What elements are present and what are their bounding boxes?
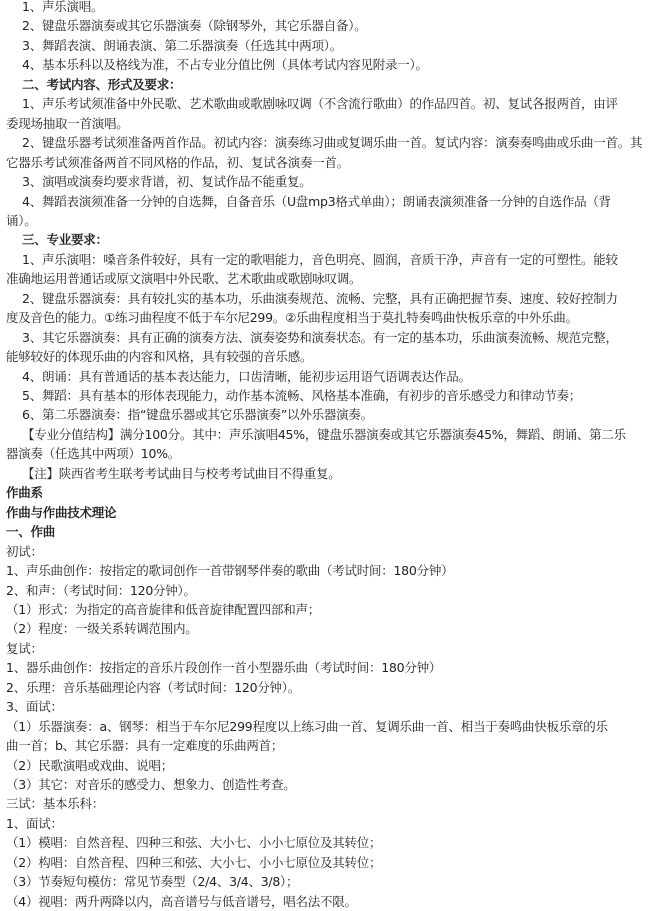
text-line: 委现场抽取一首演唱。	[6, 115, 129, 131]
department-title: 作曲系	[6, 485, 43, 501]
text-line: 它器乐考试须准备两首不同风格的作品，初、复试各演奏一首。	[6, 154, 350, 170]
text-line: 1、声乐曲创作：按指定的歌词创作一首带钢琴伴奏的歌曲（考试时间：180分钟）	[6, 563, 454, 579]
section-heading: 二、考试内容、形式及要求：	[22, 76, 182, 92]
text-line: 1、声乐考试须准备中外民歌、艺术歌曲或歌剧咏叹调（不含流行歌曲）的作品四首。初、复试各报两首，由评	[22, 96, 618, 112]
text-line: （3）节奏短句模仿：常见节奏型（2/4、3/4、3/8）；	[6, 874, 299, 890]
text-line: 2、乐理：音乐基础理论内容（考试时间：120分钟）。	[6, 679, 301, 695]
text-line: （2）构唱：自然音程、四种三和弦、大小七、小小七原位及其转位；	[6, 854, 382, 870]
section-heading: 一、作曲	[6, 524, 56, 540]
text-line: （3）其它：对音乐的感受力、想象力、创造性考查。	[6, 777, 296, 792]
text-line: 5、舞蹈：具有基本的形体表现能力，动作基本流畅、风格基本准确，有初步的音乐感受力和律动节奏；	[22, 388, 581, 403]
exam-stage-label: 三试：基本乐科：	[6, 796, 105, 812]
text-line: 3、演唱或演奏均要求背谱，初、复试作品不能重复。	[22, 174, 312, 190]
text-line: 2、键盘乐器考试须准备两首作品。初试内容：演奏练习曲或复调乐曲一首。复试内容：演奏奏鸣曲或乐曲一首。其	[22, 135, 643, 151]
text-line: 4、朗诵：具有普通话的基本表达能力，口齿清晰，能初步运用语气语调表达作品。	[22, 368, 471, 384]
text-line: 1、面试：	[6, 815, 63, 831]
text-line: 6、第二乐器演奏：指“键盘乐器或其它乐器演奏”以外乐器演奏。	[22, 407, 373, 423]
exam-stage-label: 初试：	[6, 543, 43, 559]
text-line: 1、声乐演唱：嗓音条件较好，具有一定的歌唱能力，音色明亮、圆润，音质干净，声音有一定的可塑性。能较	[22, 251, 618, 267]
text-line: 4、舞蹈表演须准备一分钟的自选舞，自备音乐（U盘mp3格式单曲）；朗诵表演须准备一分钟的自选作品（背	[22, 193, 611, 209]
note-line: 【注】陕西省考生联考考试曲目与校考考试曲目不得重复。	[22, 465, 341, 481]
text-line: 1、器乐曲创作：按指定的音乐片段创作一首小型器乐曲（考试时间：180分钟）	[6, 660, 442, 676]
score-structure: 【专业分值结构】满分100分。其中：声乐演唱45%，键盘乐器演奏或其它乐器演奏45%，舞蹈、朗诵、第二乐	[22, 426, 626, 442]
text-line: （1）形式：为指定的高音旋律和低音旋律配置四部和声；	[6, 601, 320, 617]
text-line: 诵）。	[6, 212, 37, 228]
text-line: 2、键盘乐器演奏或其它乐器演奏（除钢琴外，其它乐器自备）。	[22, 18, 367, 34]
text-line: 准确地运用普通话或原文演唱中外民歌、艺术歌曲或歌剧咏叹调。	[6, 271, 362, 287]
text-line: （1）模唱：自然音程、四种三和弦、大小七、小小七原位及其转位；	[6, 835, 382, 851]
text-line: （2）程度：一级关系转调范围内。	[6, 621, 198, 637]
text-line: 2、键盘乐器演奏：具有较扎实的基本功，乐曲演奏规范、流畅、完整，具有正确把握节奏、速度、较好控制力	[22, 290, 618, 306]
exam-stage-label: 复试：	[6, 640, 43, 656]
text-line: （2）民歌演唱或戏曲、说唱；	[6, 757, 173, 773]
section-heading: 三、专业要求：	[22, 232, 108, 248]
text-line: （1）乐器演奏：a、钢琴：相当于车尔尼299程度以上练习曲一首、复调乐曲一首、相当于奏鸣曲快板乐章的乐	[6, 718, 608, 734]
text-line: 度及音色的能力。①练习曲程度不低于车尔尼299。②乐曲程度相当于莫扎特奏鸣曲快板乐章的中外乐曲。	[6, 310, 578, 326]
text-line: 器演奏（任选其中两项）10%。	[6, 446, 181, 462]
text-line: 4、基本乐科以及格线为准，不占专业分值比例（具体考试内容见附录一）。	[22, 57, 428, 73]
text-line: 3、面试：	[6, 699, 63, 715]
major-title: 作曲与作曲技术理论	[6, 504, 117, 520]
text-line: （4）视唱：两升两降以内，高音谱号与低音谱号，唱名法不限。	[6, 893, 357, 909]
text-line: 3、其它乐器演奏：具有正确的演奏方法、演奏姿势和演奏状态。有一定的基本功，乐曲演奏流畅、规范完整，	[22, 329, 618, 345]
text-line: 2、和声：（考试时间：120分钟）。	[6, 582, 196, 598]
text-line: 1、声乐演唱。	[22, 0, 104, 14]
text-line: 能够较好的体现乐曲的内容和风格，具有较强的音乐感。	[6, 349, 313, 365]
text-line: 曲一首；b、其它乐器：具有一定难度的乐曲两首；	[6, 738, 284, 754]
text-line: 3、舞蹈表演、朗诵表演、第二乐器演奏（任选其中两项）。	[22, 37, 342, 53]
